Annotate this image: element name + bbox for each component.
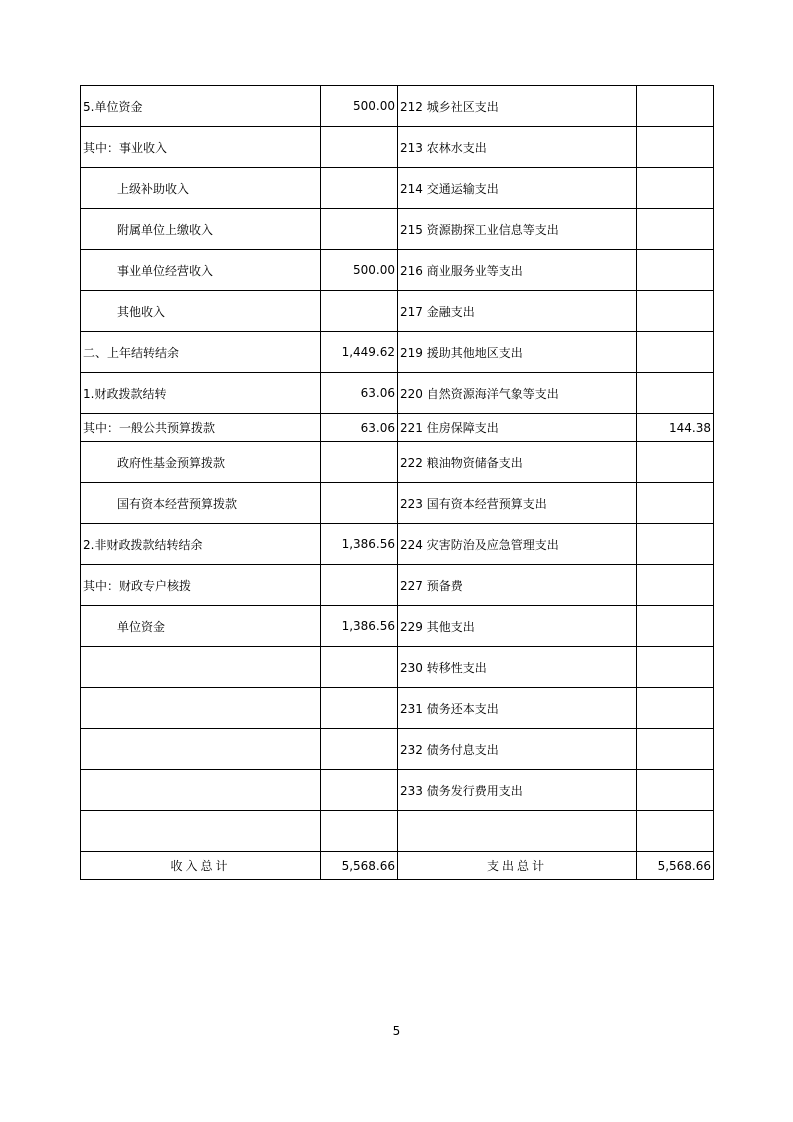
expense-value — [637, 565, 714, 606]
income-label: 其中：财政专户核拨 — [81, 565, 321, 606]
table-row — [81, 209, 714, 250]
income-label: 政府性基金预算拨款 — [81, 442, 321, 483]
expense-value — [637, 606, 714, 647]
income-label — [81, 811, 321, 852]
table-row — [81, 647, 714, 688]
table-row — [81, 524, 714, 565]
expense-value — [637, 524, 714, 565]
budget-table — [80, 85, 714, 880]
expense-label: 215 资源勘探工业信息等支出 — [398, 209, 637, 250]
table-row — [81, 86, 714, 127]
table-row — [81, 565, 714, 606]
expense-value — [637, 770, 714, 811]
expense-total-value: 5,568.66 — [637, 852, 714, 880]
income-label: 2.非财政拨款结转结余 — [81, 524, 321, 565]
expense-label: 212 城乡社区支出 — [398, 86, 637, 127]
income-label: 5.单位资金 — [81, 86, 321, 127]
table-row — [81, 606, 714, 647]
page-number: 5 — [392, 1024, 401, 1038]
table-row — [81, 127, 714, 168]
income-value: 1,449.62 — [321, 332, 398, 373]
income-label: 单位资金 — [81, 606, 321, 647]
income-label: 附属单位上缴收入 — [81, 209, 321, 250]
table-row — [81, 373, 714, 414]
income-value: 63.06 — [321, 414, 398, 442]
income-label: 二、上年结转结余 — [81, 332, 321, 373]
table-row — [81, 414, 714, 442]
income-label — [81, 729, 321, 770]
totals-row — [81, 852, 714, 880]
income-total-label: 收入总计 — [81, 852, 321, 880]
expense-value — [637, 373, 714, 414]
income-label: 国有资本经营预算拨款 — [81, 483, 321, 524]
income-value: 1,386.56 — [321, 606, 398, 647]
income-value: 1,386.56 — [321, 524, 398, 565]
table-body — [81, 86, 714, 880]
table-row — [81, 811, 714, 852]
income-value — [321, 209, 398, 250]
expense-label: 229 其他支出 — [398, 606, 637, 647]
expense-label: 219 援助其他地区支出 — [398, 332, 637, 373]
income-value — [321, 770, 398, 811]
expense-total-label: 支出总计 — [398, 852, 637, 880]
table-row — [81, 688, 714, 729]
expense-label: 220 自然资源海洋气象等支出 — [398, 373, 637, 414]
expense-label: 221 住房保障支出 — [398, 414, 637, 442]
expense-value: 144.38 — [637, 414, 714, 442]
expense-value — [637, 688, 714, 729]
table-row — [81, 729, 714, 770]
expense-value — [637, 86, 714, 127]
expense-label: 217 金融支出 — [398, 291, 637, 332]
table-row — [81, 483, 714, 524]
expense-value — [637, 811, 714, 852]
income-label — [81, 770, 321, 811]
income-label: 其中：事业收入 — [81, 127, 321, 168]
expense-label: 222 粮油物资储备支出 — [398, 442, 637, 483]
income-value — [321, 647, 398, 688]
table-row — [81, 250, 714, 291]
income-value: 63.06 — [321, 373, 398, 414]
income-value — [321, 483, 398, 524]
income-label — [81, 688, 321, 729]
expense-value — [637, 483, 714, 524]
income-value — [321, 442, 398, 483]
expense-value — [637, 442, 714, 483]
expense-label: 213 农林水支出 — [398, 127, 637, 168]
income-total-value: 5,568.66 — [321, 852, 398, 880]
income-value: 500.00 — [321, 250, 398, 291]
expense-value — [637, 209, 714, 250]
expense-label: 224 灾害防治及应急管理支出 — [398, 524, 637, 565]
expense-value — [637, 729, 714, 770]
expense-value — [637, 647, 714, 688]
income-value: 500.00 — [321, 86, 398, 127]
expense-label: 230 转移性支出 — [398, 647, 637, 688]
expense-value — [637, 332, 714, 373]
income-label: 其中：一般公共预算拨款 — [81, 414, 321, 442]
expense-label: 214 交通运输支出 — [398, 168, 637, 209]
income-value — [321, 565, 398, 606]
expense-label: 227 预备费 — [398, 565, 637, 606]
income-value — [321, 291, 398, 332]
income-value — [321, 811, 398, 852]
table-row — [81, 332, 714, 373]
expense-value — [637, 168, 714, 209]
expense-label — [398, 811, 637, 852]
expense-value — [637, 127, 714, 168]
table-row — [81, 291, 714, 332]
income-label: 其他收入 — [81, 291, 321, 332]
table-row — [81, 442, 714, 483]
table-row — [81, 168, 714, 209]
income-label: 上级补助收入 — [81, 168, 321, 209]
income-value — [321, 729, 398, 770]
expense-label: 216 商业服务业等支出 — [398, 250, 637, 291]
expense-value — [637, 291, 714, 332]
expense-label: 232 债务付息支出 — [398, 729, 637, 770]
income-value — [321, 168, 398, 209]
expense-value — [637, 250, 714, 291]
expense-label: 233 债务发行费用支出 — [398, 770, 637, 811]
expense-label: 231 债务还本支出 — [398, 688, 637, 729]
income-label: 事业单位经营收入 — [81, 250, 321, 291]
income-value — [321, 127, 398, 168]
income-label — [81, 647, 321, 688]
income-value — [321, 688, 398, 729]
table-row — [81, 770, 714, 811]
expense-label: 223 国有资本经营预算支出 — [398, 483, 637, 524]
income-label: 1.财政拨款结转 — [81, 373, 321, 414]
